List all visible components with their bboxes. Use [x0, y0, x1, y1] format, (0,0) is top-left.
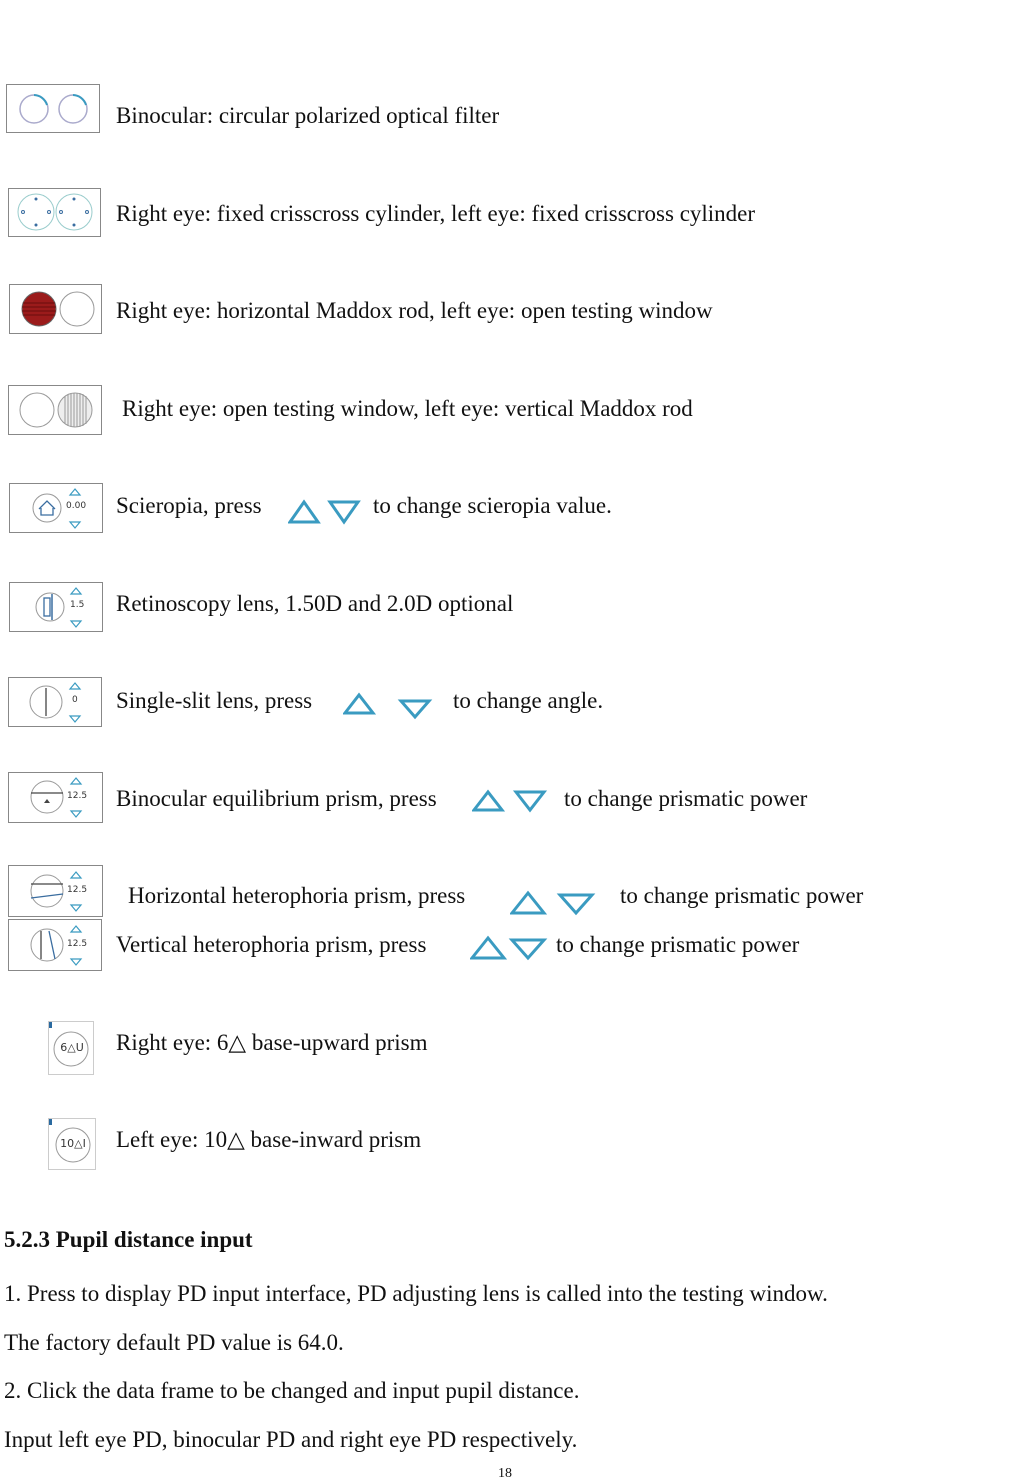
- up-down-arrows-icon: [472, 788, 552, 816]
- paragraph-line: 2. Click the data frame to be changed and input pupil distance.: [4, 1378, 580, 1403]
- paragraph-line: Input left eye PD, binocular PD and right eye PD respectively.: [4, 1427, 578, 1452]
- vertical-heterophoria-prism-icon: [8, 919, 102, 971]
- row-label-tail: to change prismatic power: [564, 786, 808, 811]
- row-label-tail: to change angle.: [453, 688, 604, 713]
- retinoscopy-lens-icon: [9, 582, 103, 632]
- horizontal-heterophoria-prism-icon: [8, 865, 103, 917]
- prism-label: 10△I: [60, 1137, 86, 1150]
- row-label-tail: to change scieropia value.: [373, 493, 612, 518]
- base-upward-prism-icon: [48, 1021, 94, 1075]
- row-label: Right eye: 6△ base-upward prism: [116, 1030, 428, 1055]
- binocular-polarized-filter-icon: [6, 84, 100, 133]
- row-label: Horizontal heterophoria prism, press: [128, 883, 466, 908]
- prism-label: 6△U: [60, 1041, 84, 1054]
- prism-power-value: 12.5: [67, 791, 88, 801]
- scieropia-value: 0.00: [66, 501, 87, 511]
- row-label: Scieropia, press: [116, 493, 262, 518]
- section-heading: 5.2.3 Pupil distance input: [4, 1227, 253, 1252]
- row-label: Retinoscopy lens, 1.50D and 2.0D optional: [116, 591, 514, 616]
- row-label: Vertical heterophoria prism, press: [116, 932, 427, 957]
- equilibrium-prism-icon: [8, 772, 103, 823]
- row-label: Right eye: open testing window, left eye: vertical Maddox rod: [122, 396, 693, 421]
- row-label: Binocular equilibrium prism, press: [116, 786, 437, 811]
- row-label-tail: to change prismatic power: [620, 883, 864, 908]
- single-slit-lens-icon: [8, 677, 102, 727]
- prism-power-value: 12.5: [67, 885, 88, 895]
- horizontal-maddox-rod-icon: [9, 284, 102, 334]
- up-down-arrows-icon: [343, 691, 437, 721]
- up-down-arrows-icon: [510, 889, 600, 919]
- up-down-arrows-icon: [470, 934, 550, 964]
- page-number: 18: [498, 1466, 512, 1481]
- prism-power-value: 12.5: [67, 939, 88, 949]
- base-inward-prism-icon: [48, 1118, 96, 1170]
- vertical-maddox-rod-icon: [8, 385, 102, 435]
- row-label: Right eye: horizontal Maddox rod, left eye: open testing window: [116, 298, 713, 323]
- paragraph-line: 1. Press to display PD input interface, PD adjusting lens is called into the testing window.: [4, 1281, 828, 1306]
- paragraph-line: The factory default PD value is 64.0.: [4, 1330, 344, 1355]
- crisscross-cylinder-icon: [8, 188, 101, 237]
- up-down-arrows-icon: [288, 496, 362, 526]
- slit-angle-value: 0: [72, 695, 78, 705]
- row-label: Single-slit lens, press: [116, 688, 313, 713]
- row-label-tail: to change prismatic power: [556, 932, 800, 957]
- retinoscopy-value: 1.5: [70, 600, 85, 610]
- row-label: Left eye: 10△ base-inward prism: [116, 1127, 422, 1152]
- scieropia-icon: [9, 483, 103, 533]
- row-label: Right eye: fixed crisscross cylinder, left eye: fixed crisscross cylinder: [116, 201, 756, 226]
- row-label: Binocular: circular polarized optical filter: [116, 103, 500, 128]
